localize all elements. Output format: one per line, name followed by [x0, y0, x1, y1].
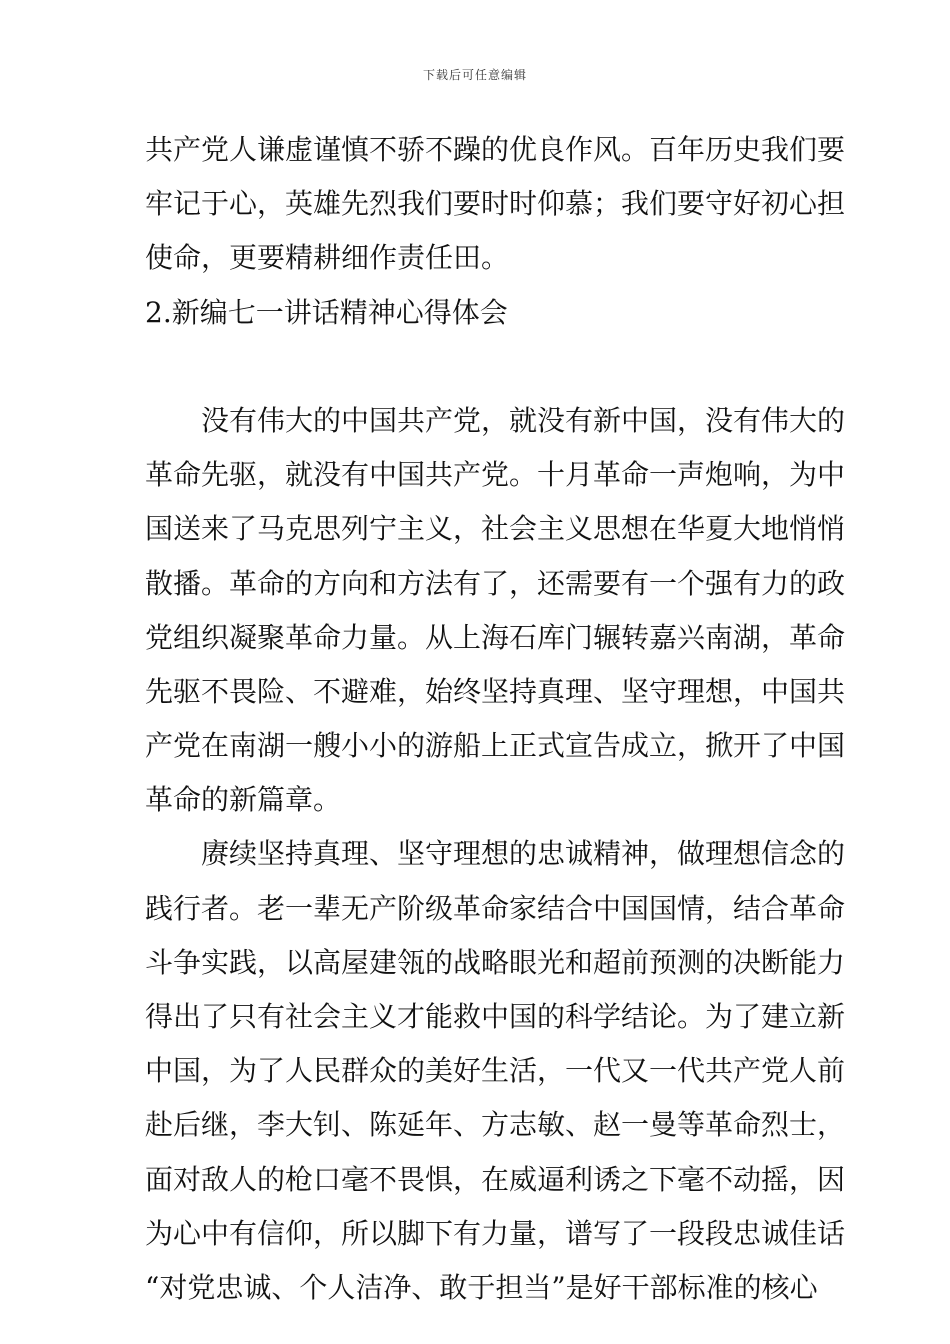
text-line: 践行者。老一辈无产阶级革命家结合中国国情，结合革命 [145, 891, 846, 925]
text-line: 中国，为了人民群众的美好生活，一代又一代共产党人前 [145, 1054, 846, 1088]
page-header-note: 下载后可任意编辑 [422, 68, 527, 82]
text-line: 共产党人谦虚谨慎不骄不躁的优良作风。百年历史我们要 [145, 133, 846, 166]
text-line: 革命先驱，就没有中国共产党。十月革命一声炮响，为中 [145, 458, 846, 492]
paragraph-1 [145, 394, 846, 828]
text-line: 斗争实践，以高屋建瓴的战略眼光和超前预测的决断能力 [145, 945, 846, 979]
text-line: “对党忠诚、个人洁净、敢于担当”是好干部标准的核心 [145, 1270, 818, 1304]
text-line: 先驱不畏险、不避难，始终坚持真理、坚守理想，中国共 [145, 674, 846, 708]
text-line: 赓续坚持真理、坚守理想的忠诚精神，做理想信念的 [201, 837, 846, 871]
blank-line [145, 340, 805, 394]
text-line: 赴后继，李大钊、陈延年、方志敏、赵一曼等革命烈士， [145, 1108, 846, 1142]
text-line: 产党在南湖一艘小小的游船上正式宣告成立，掀开了中国 [145, 729, 846, 763]
text-line: 散播。革命的方向和方法有了，还需要有一个强有力的政 [145, 566, 846, 600]
text-line: 革命的新篇章。 [145, 783, 342, 817]
text-line: 使命，更要精耕细作责任田。 [145, 241, 510, 275]
text-line: 牢记于心，英雄先烈我们要时时仰慕；我们要守好初心担 [145, 187, 846, 221]
text-line: 国送来了马克思列宁主义，社会主义思想在华夏大地悄悄 [145, 512, 846, 546]
text-line: 没有伟大的中国共产党，就没有新中国，没有伟大的 [201, 403, 846, 437]
section-heading: 2.新编七一讲话精神心得体会 [145, 295, 508, 329]
text-line: 党组织凝聚革命力量。从上海石库门辗转嘉兴南湖，革命 [145, 620, 846, 654]
document-body [145, 123, 846, 1315]
paragraph-intro [145, 123, 846, 286]
text-line: 为心中有信仰，所以脚下有力量，谱写了一段段忠诚佳话 [145, 1216, 846, 1250]
paragraph-2 [145, 827, 846, 1315]
text-line: 得出了只有社会主义才能救中国的科学结论。为了建立新 [145, 1000, 846, 1033]
text-line: 面对敌人的枪口毫不畏惧，在威逼利诱之下毫不动摇，因 [145, 1162, 846, 1196]
